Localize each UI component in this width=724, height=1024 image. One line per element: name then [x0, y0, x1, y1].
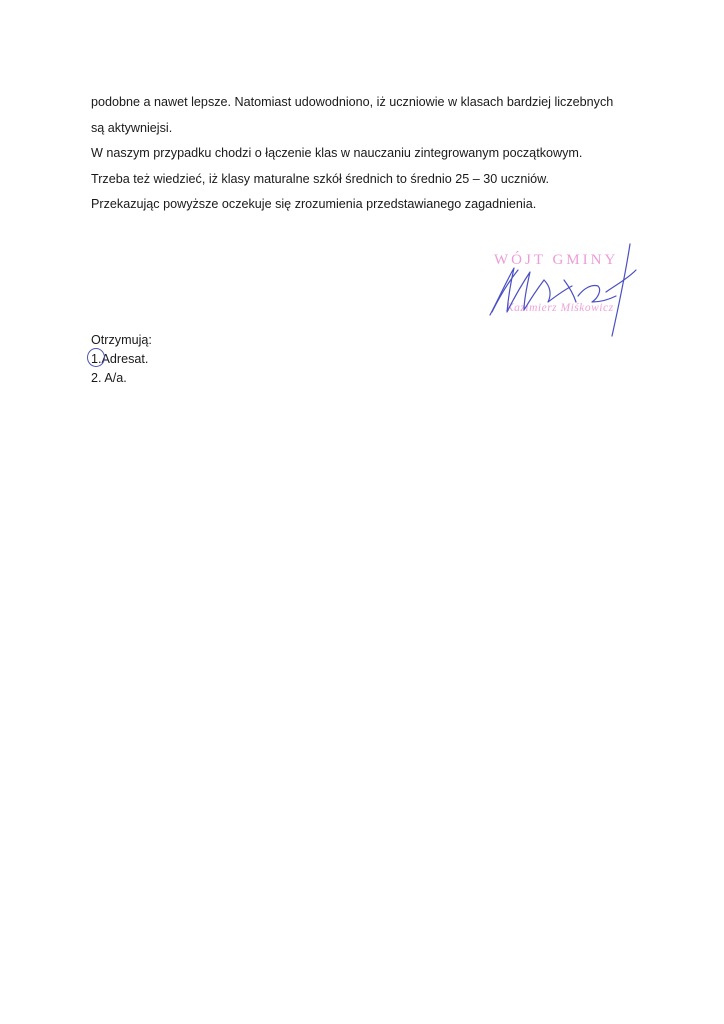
recipient-text: A/a. — [104, 371, 127, 385]
body-line-1: podobne a nawet lepsze. Natomiast udowodniono, iż uczniowie w klasach bardziej liczebnych — [91, 95, 614, 109]
recipient-item — [91, 369, 152, 388]
body-line-3: W naszym przypadku chodzi o łączenie klas w nauczaniu zintegrowanym początkowym. — [91, 146, 583, 160]
recipient-number: 1. — [91, 352, 102, 366]
recipients-list — [91, 331, 152, 388]
handwritten-signature — [480, 240, 650, 340]
letter-body — [91, 90, 691, 218]
recipient-text: Adresat. — [101, 352, 149, 366]
recipient-item — [91, 350, 152, 369]
official-stamp — [480, 240, 650, 340]
body-line-4: Trzeba też wiedzieć, iż klasy maturalne szkół średnich to średnio 25 – 30 uczniów. — [91, 171, 550, 186]
stamp-name: Kazimierz Miśkowicz — [506, 302, 614, 314]
body-line-2: są aktywniejsi. — [91, 120, 173, 135]
circle-mark — [87, 348, 105, 367]
stamp-title: WÓJT GMINY — [494, 252, 619, 268]
recipients-heading: Otrzymują: — [91, 333, 152, 347]
recipient-number: 2. — [91, 371, 102, 385]
body-line-5: Przekazując powyższe oczekuje się zrozumienia przedstawianego zagadnienia. — [91, 197, 537, 211]
recipient-number-circled — [91, 350, 102, 369]
